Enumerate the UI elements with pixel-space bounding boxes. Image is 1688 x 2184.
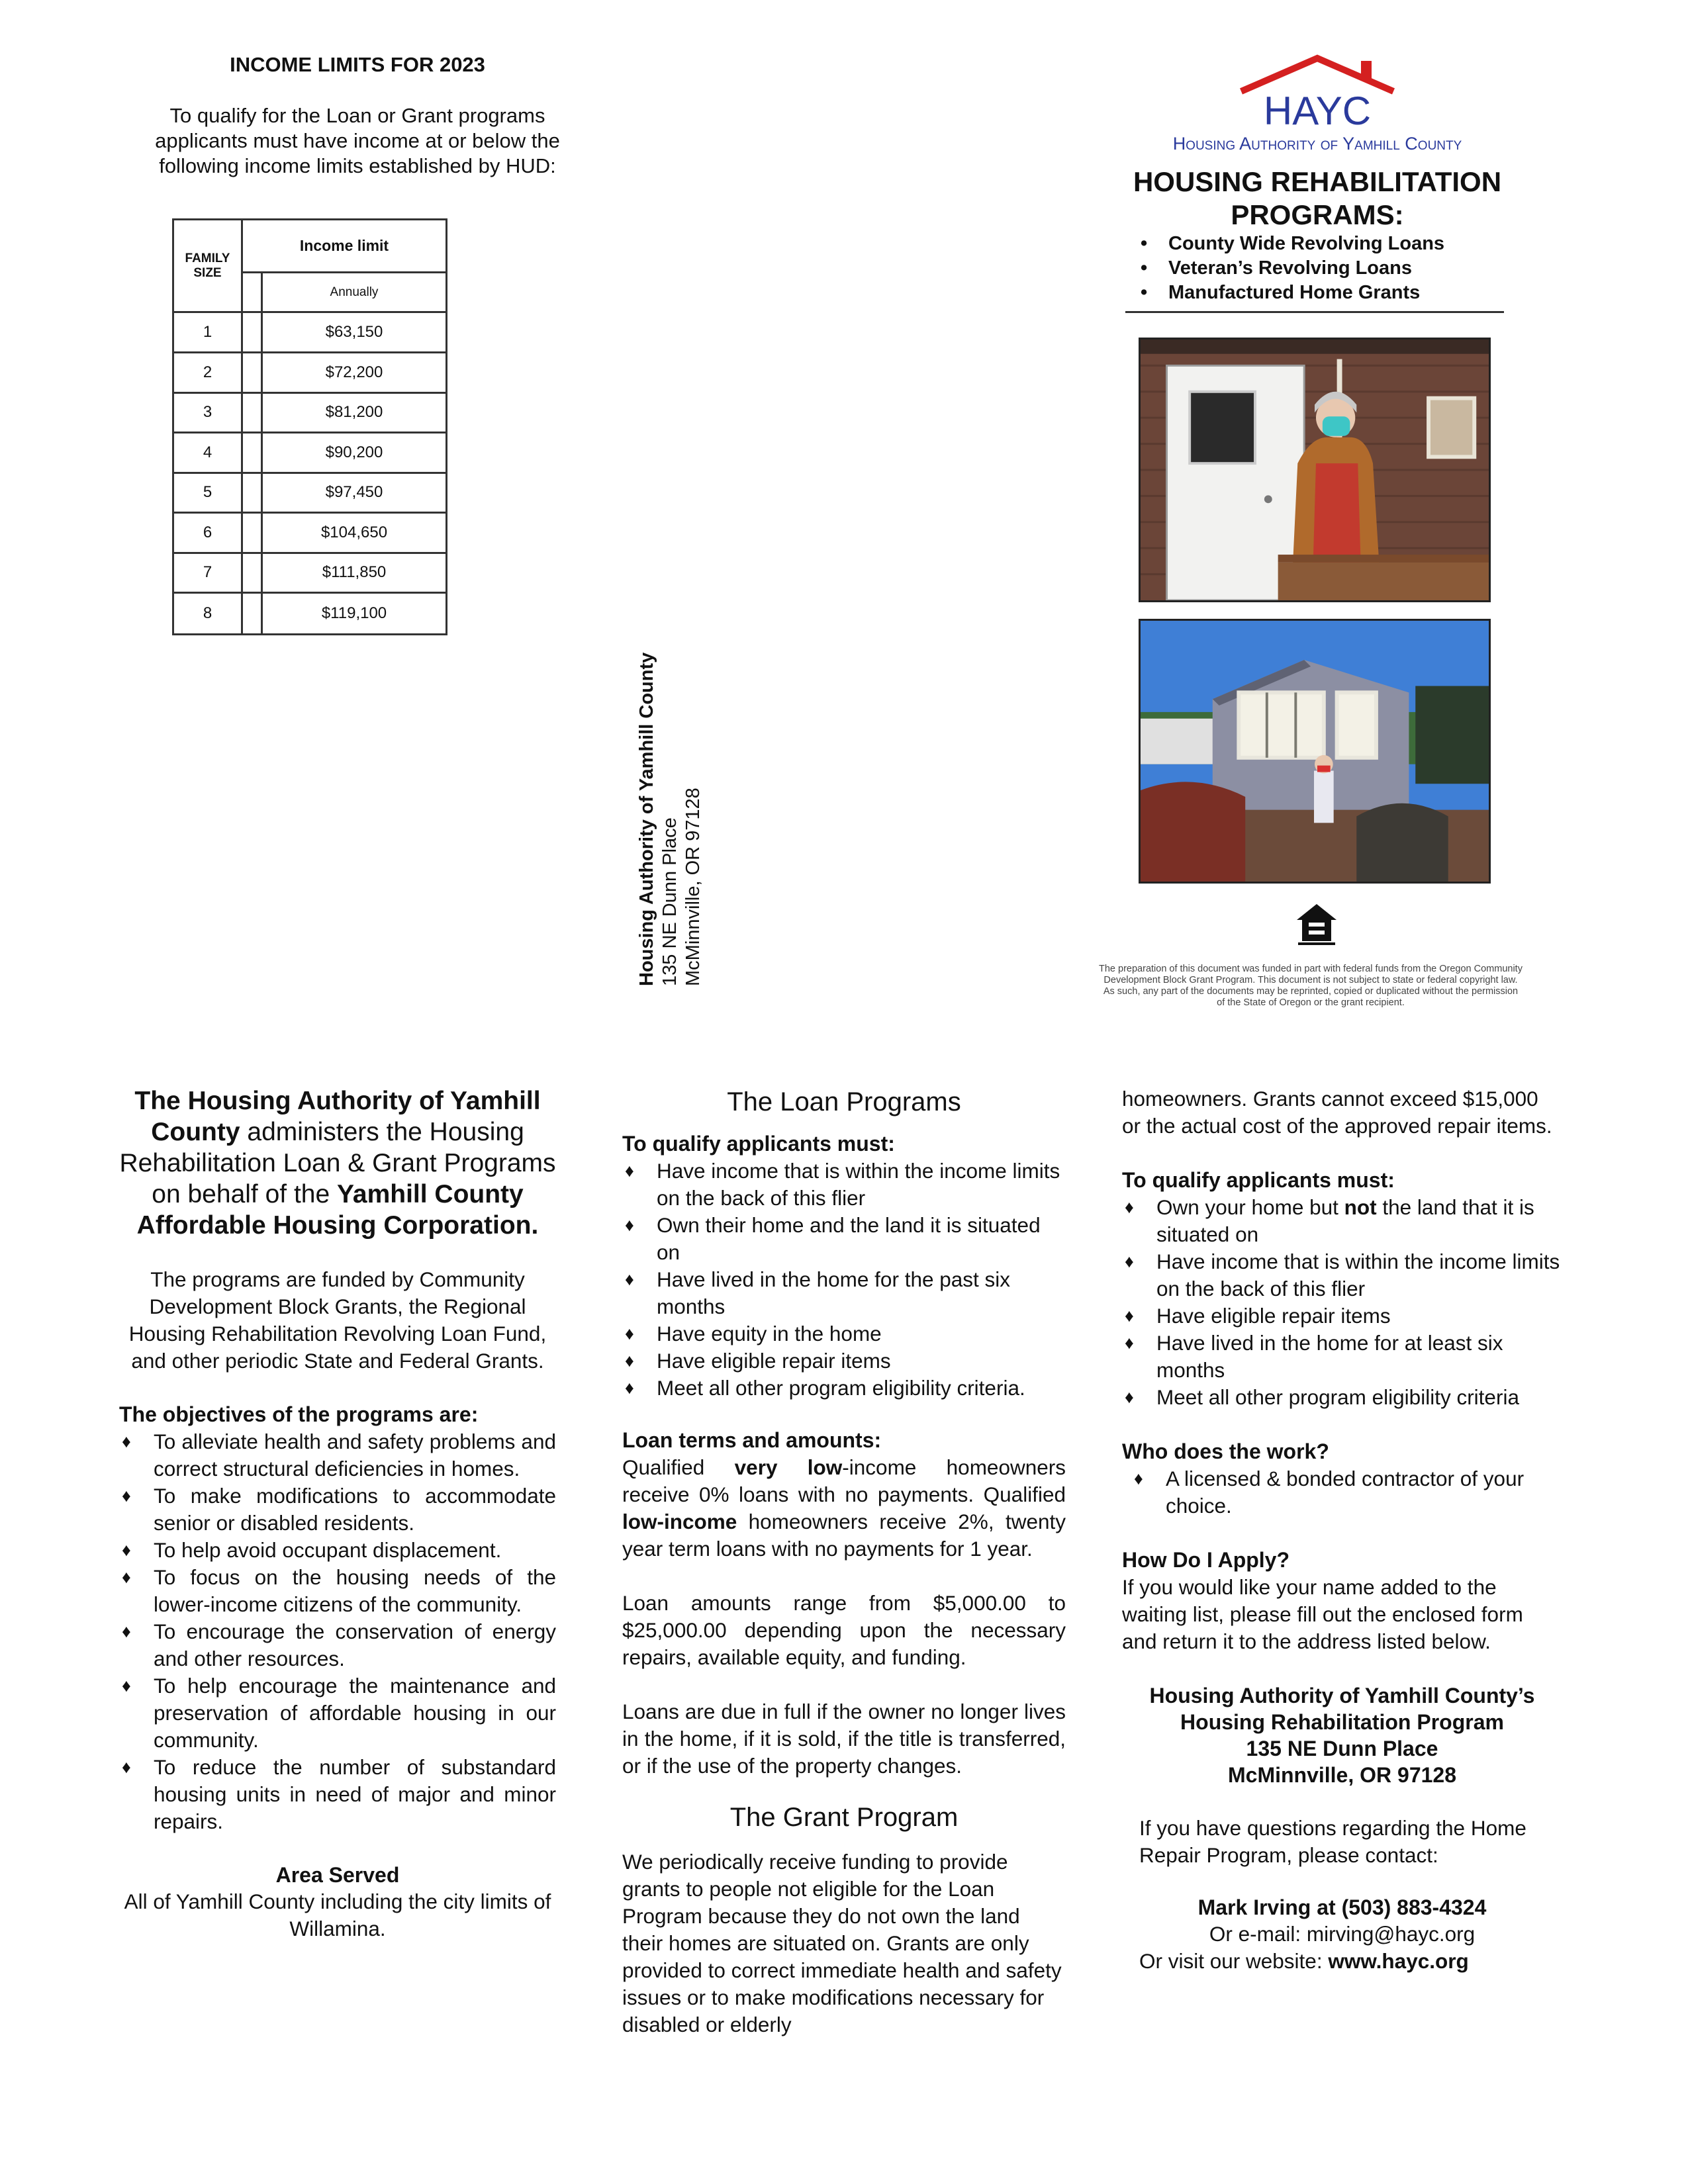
list-item: ♦ Own their home and the land it is situated on bbox=[622, 1212, 1066, 1266]
mailing-line-2: 135 NE Dunn Place bbox=[659, 817, 680, 986]
panel-about bbox=[119, 1085, 556, 1942]
contact-website: Or visit our website: www.hayc.org bbox=[1139, 1949, 1469, 1973]
income-limits-title: INCOME LIMITS FOR 2023 bbox=[230, 53, 485, 76]
logo-organization-name: Housing Authority of Yamhill County bbox=[1172, 134, 1462, 154]
list-item: ♦ Have lived in the home for at least six months bbox=[1122, 1330, 1562, 1384]
list-item: ♦ Have equity in the home bbox=[622, 1320, 1066, 1347]
apply-heading: How Do I Apply? bbox=[1122, 1548, 1290, 1572]
loan-programs-heading: The Loan Programs bbox=[727, 1087, 961, 1116]
contact-email: Or e-mail: mirving@hayc.org bbox=[1209, 1922, 1476, 1946]
list-item: • Manufactured Home Grants bbox=[1135, 281, 1506, 305]
loan-terms-heading: Loan terms and amounts: bbox=[622, 1428, 882, 1452]
loan-terms-text: Qualified very low-income homeowners receive 0% loans with no payments. Qualified low-income homeowners receive 2%, twenty year term loans with no payments for 1 year. bbox=[622, 1455, 1066, 1561]
home-photo bbox=[1139, 619, 1491, 884]
grant-qualify-list bbox=[1122, 1194, 1562, 1411]
income-limits-intro: To qualify for the Loan or Grant programs applicants must have income at or below the following income limits established by HUD: bbox=[155, 104, 560, 177]
program-list bbox=[1135, 232, 1506, 305]
list-item: ♦ Own your home but not the land that it is situated on bbox=[1122, 1194, 1562, 1248]
website-link[interactable]: www.hayc.org bbox=[1328, 1949, 1469, 1973]
list-item: ♦ Have eligible repair items bbox=[1122, 1302, 1562, 1330]
table-row: 8 $119,100 bbox=[174, 594, 445, 634]
mailing-line-1: Housing Authority of Yamhill County bbox=[636, 652, 657, 986]
grant-program-heading: The Grant Program bbox=[729, 1803, 959, 1832]
table-row: 6 $104,650 bbox=[174, 514, 445, 554]
area-served-heading: Area Served bbox=[275, 1863, 400, 1887]
funding-text: The programs are funded by Community Development Block Grants, the Regional Housing Rehabilitation Revolving Loan Fund, and other periodic State and Federal Grants. bbox=[128, 1267, 547, 1373]
porch-photo bbox=[1139, 338, 1491, 602]
work-list bbox=[1122, 1465, 1562, 1520]
loan-qualify-heading: To qualify applicants must: bbox=[622, 1132, 895, 1156]
questions-text: If you have questions regarding the Home Repair Program, please contact: bbox=[1139, 1816, 1526, 1867]
apply-text: If you would like your name added to the waiting list, please fill out the enclosed form and return it to the address listed below. bbox=[1122, 1575, 1523, 1653]
table-row: 4 $90,200 bbox=[174, 433, 445, 474]
grant-continued-text: homeowners. Grants cannot exceed $15,000 or the actual cost of the approved repair items. bbox=[1122, 1087, 1552, 1138]
income-limit-header: Income limit bbox=[243, 220, 445, 273]
area-served-text: All of Yamhill County including the city limits of Willamina. bbox=[124, 1889, 551, 1940]
list-item: ♦ Have income that is within the income limits on the back of this flier bbox=[1122, 1248, 1562, 1302]
income-limits-table bbox=[172, 218, 447, 635]
divider bbox=[1125, 311, 1504, 313]
table-row: 3 $81,200 bbox=[174, 393, 445, 433]
cover-title: HOUSING REHABILITATION PROGRAMS: bbox=[1133, 166, 1502, 230]
grant-program-text: We periodically receive funding to provide grants to people not eligible for the Loan Program because they do not own the land their homes are situated on. Grants are only provided to correct immediate health and safety issues or to make modifications necessary for disabled or elderly bbox=[622, 1850, 1062, 2036]
list-item: ♦ Have income that is within the income limits on the back of this flier bbox=[622, 1158, 1066, 1212]
list-item: ♦ Have eligible repair items bbox=[622, 1347, 1066, 1375]
table-row: 5 $97,450 bbox=[174, 473, 445, 514]
annually-header: Annually bbox=[263, 273, 445, 313]
mailing-address bbox=[635, 629, 705, 986]
loan-due-text: Loans are due in full if the owner no longer lives in the home, if it is sold, if the title is transferred, or if the use of the property changes. bbox=[622, 1700, 1066, 1778]
table-row: 7 $111,850 bbox=[174, 553, 445, 594]
table-spacer-cell bbox=[243, 273, 263, 313]
panel-loans bbox=[622, 1085, 1066, 2038]
list-item: • County Wide Revolving Loans bbox=[1135, 232, 1506, 256]
list-item: ♦ Have lived in the home for the past six months bbox=[622, 1266, 1066, 1320]
roof-icon bbox=[1119, 53, 1516, 132]
list-item: ♦ Meet all other program eligibility criteria bbox=[1122, 1384, 1562, 1411]
logo-letters: HAYC bbox=[1263, 89, 1372, 132]
list-item: ♦ To help encourage the maintenance and preservation of affordable housing in our community. bbox=[119, 1672, 556, 1754]
table-row: 2 $72,200 bbox=[174, 353, 445, 394]
objectives-list bbox=[119, 1428, 556, 1835]
family-size-header: FAMILY SIZE bbox=[174, 220, 243, 313]
hayc-logo bbox=[1119, 53, 1516, 159]
grant-qualify-heading: To qualify applicants must: bbox=[1122, 1168, 1395, 1192]
intro-statement: The Housing Authority of Yamhill County administers the Housing Rehabilitation Loan & Grant Programs on behalf of the Yamhill County Affordable Housing Corporation. bbox=[119, 1087, 556, 1240]
list-item: ♦ Meet all other program eligibility criteria. bbox=[622, 1375, 1066, 1402]
table-row: 1 $63,150 bbox=[174, 313, 445, 353]
list-item: ♦ To alleviate health and safety problems and correct structural deficiencies in homes. bbox=[119, 1428, 556, 1482]
loan-qualify-list bbox=[622, 1158, 1066, 1402]
list-item: ♦ To focus on the housing needs of the lower-income citizens of the community. bbox=[119, 1564, 556, 1618]
objectives-heading: The objectives of the programs are: bbox=[119, 1402, 479, 1426]
equal-housing-icon bbox=[1293, 900, 1340, 948]
funding-disclaimer: The preparation of this document was funded in part with federal funds from the Oregon Community Development Block Grant Program. This document is not subject to state or federal copyright law. As such, any part of the documents may be reprinted, copied or duplicated without the permission of the State of Oregon or the grant recipient. bbox=[1099, 964, 1523, 1008]
list-item: ♦ To help avoid occupant displacement. bbox=[119, 1537, 556, 1564]
loan-amounts-text: Loan amounts range from $5,000.00 to $25,000.00 depending upon the necessary repairs, available equity, and funding. bbox=[622, 1591, 1066, 1669]
mailing-line-3: McMinnville, OR 97128 bbox=[682, 788, 704, 986]
list-item: • Veteran’s Revolving Loans bbox=[1135, 256, 1506, 281]
work-heading: Who does the work? bbox=[1122, 1439, 1329, 1463]
contact-name-phone: Mark Irving at (503) 883-4324 bbox=[1197, 1895, 1487, 1919]
list-item: ♦ To encourage the conservation of energy and other resources. bbox=[119, 1618, 556, 1672]
list-item: ♦ To reduce the number of substandard housing units in need of major and minor repairs. bbox=[119, 1754, 556, 1835]
list-item: ♦ A licensed & bonded contractor of your choice. bbox=[1131, 1465, 1562, 1520]
list-item: ♦ To make modifications to accommodate senior or disabled residents. bbox=[119, 1482, 556, 1537]
program-address: Housing Authority of Yamhill County’s Housing Rehabilitation Program 135 NE Dunn Place McMinnville, OR 97128 bbox=[1149, 1684, 1535, 1787]
panel-apply bbox=[1122, 1085, 1562, 1975]
